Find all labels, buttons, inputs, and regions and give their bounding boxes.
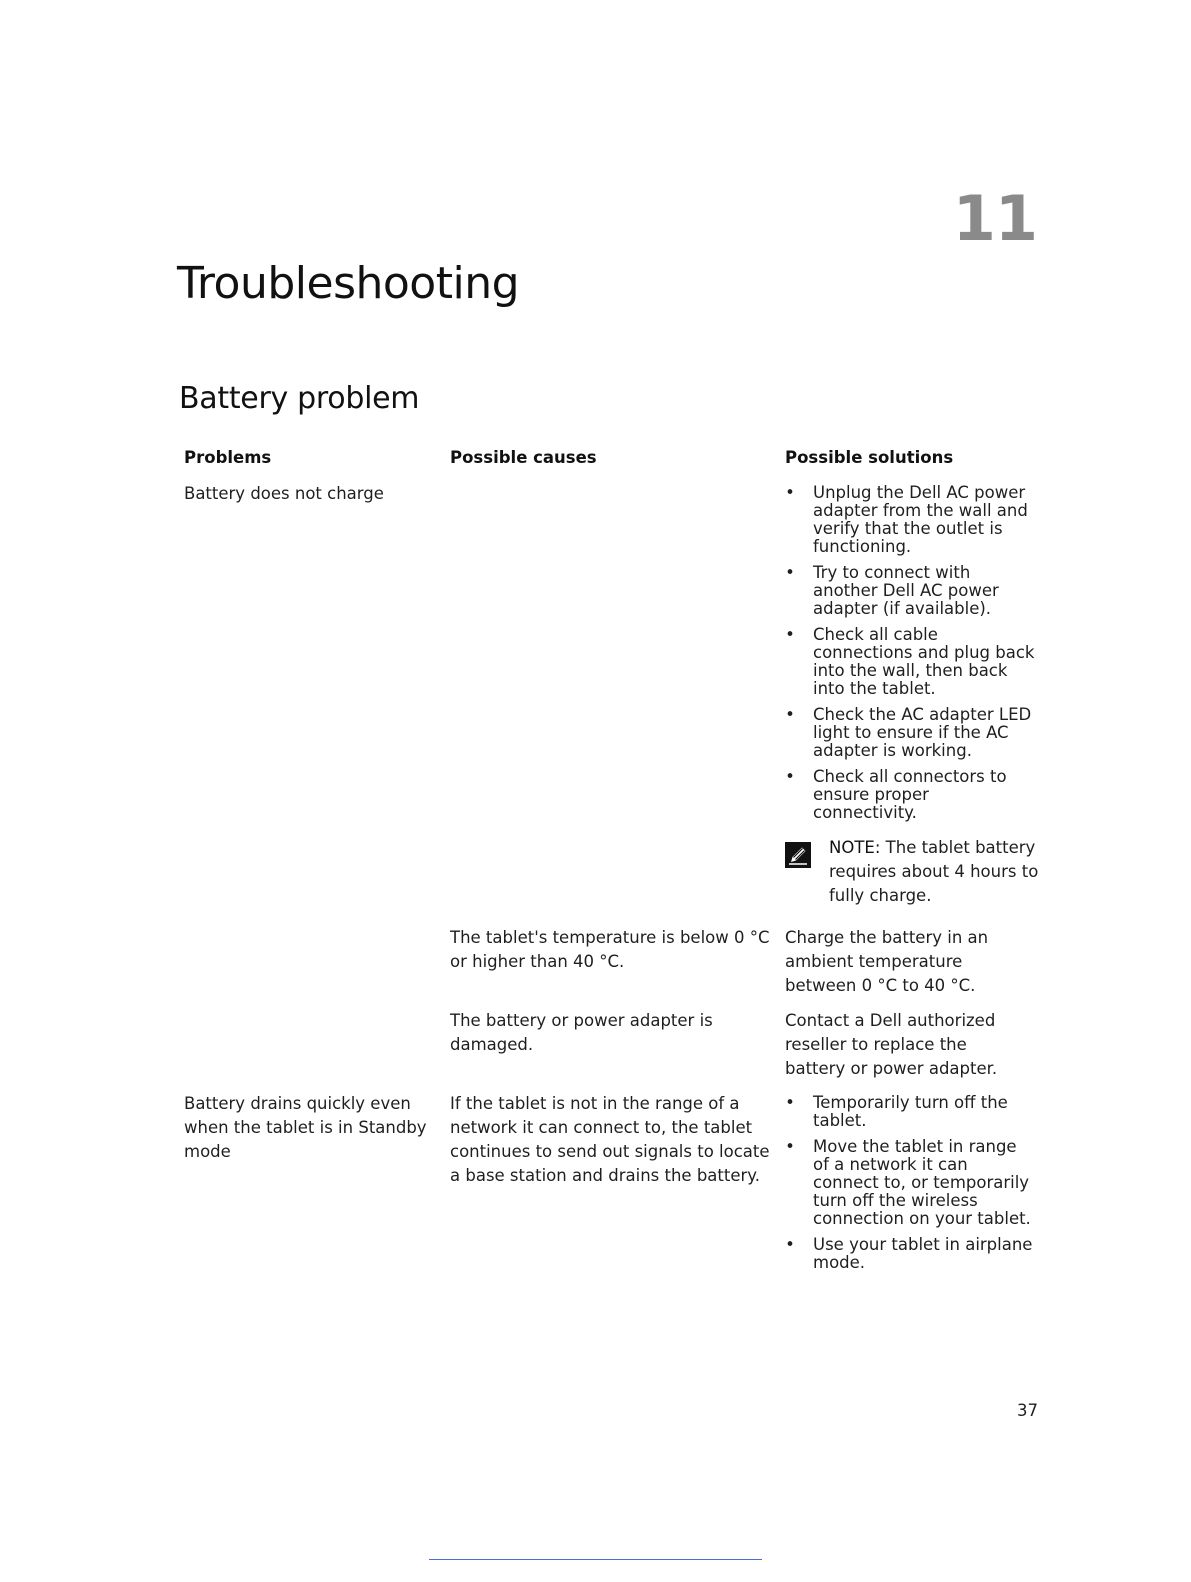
bullet-icon: •	[785, 1137, 795, 1156]
list-item: • Move the tablet in range of a network it can connect to, or temporarily turn off the wireless connection on your tablet.	[785, 1137, 1031, 1228]
bullet-icon: •	[785, 1235, 795, 1254]
list-item: • Check all cable connections and plug back into the wall, then back into the tablet.	[785, 625, 1035, 698]
list-item: • Temporarily turn off the tablet.	[785, 1093, 1008, 1130]
solution-temperature: Charge the battery in an ambient temperature between 0 °C to 40 °C.	[785, 928, 989, 995]
list-item: • Check the AC adapter LED light to ensure if the AC adapter is working.	[785, 705, 1032, 760]
header-possible-causes: Possible causes	[450, 448, 597, 467]
list-item: • Use your tablet in airplane mode.	[785, 1235, 1033, 1272]
chapter-title: Troubleshooting	[177, 258, 520, 309]
list-item: • Try to connect with another Dell AC power adapter (if available).	[785, 563, 999, 618]
note-text	[829, 836, 1041, 908]
list-item: • Check all connectors to ensure proper connectivity.	[785, 767, 1007, 822]
cause-temperature: The tablet's temperature is below 0 °C or higher than 40 °C.	[450, 928, 770, 971]
problem-battery-drains: Battery drains quickly even when the tablet is in Standby mode	[184, 1094, 427, 1161]
bullet-icon: •	[785, 563, 795, 582]
chapter-number: 11	[952, 182, 1037, 255]
header-possible-solutions: Possible solutions	[785, 448, 954, 467]
cause-damaged: The battery or power adapter is damaged.	[450, 1011, 713, 1054]
note-label: NOTE:	[829, 838, 881, 857]
solution-damaged: Contact a Dell authorized reseller to replace the battery or power adapter.	[785, 1011, 998, 1078]
list-item: • Unplug the Dell AC power adapter from the wall and verify that the outlet is functioning.	[785, 483, 1028, 556]
bullet-icon: •	[785, 1093, 795, 1112]
bullet-icon: •	[785, 625, 795, 644]
bullet-icon: •	[785, 705, 795, 724]
bottom-rule	[429, 1559, 762, 1560]
cause-network-range: If the tablet is not in the range of a network it can connect to, the tablet continues to send out signals to locate a base station and drains the battery.	[450, 1094, 770, 1185]
page-number: 37	[1017, 1401, 1038, 1420]
solutions-list-battery-drains	[785, 1094, 1035, 1280]
solutions-list-battery-not-charge	[785, 484, 1035, 830]
section-title: Battery problem	[179, 381, 420, 416]
bullet-icon: •	[785, 483, 795, 502]
note-pencil-icon	[785, 842, 811, 868]
bullet-icon: •	[785, 767, 795, 786]
header-problems: Problems	[184, 448, 272, 467]
problem-battery-not-charge: Battery does not charge	[184, 484, 384, 503]
note-body: The tablet battery requires about 4 hours to fully charge.	[829, 838, 1039, 905]
